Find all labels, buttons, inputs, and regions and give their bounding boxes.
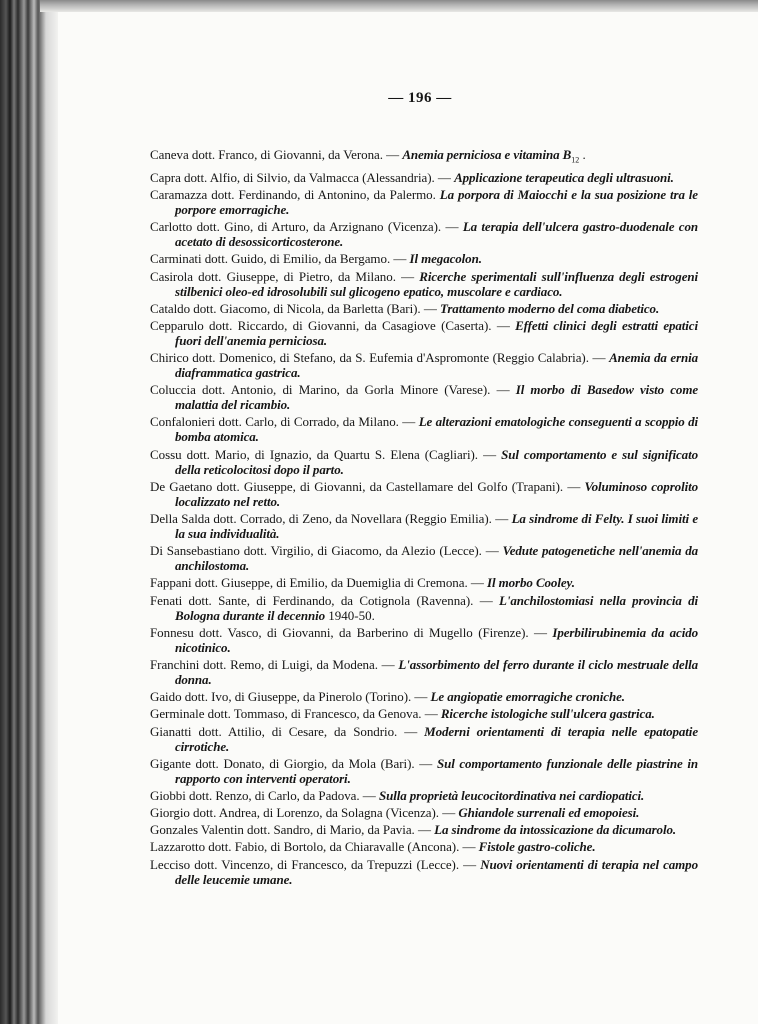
thesis-title: Sul comportamento funzionale delle piastrine in rapporto con interventi operatori.	[175, 755, 699, 786]
author-info: Caneva dott. Franco, di Giovanni, da Verona. —	[150, 147, 403, 162]
list-item	[150, 805, 698, 820]
thesis-title: Anemia da ernia diaframmatica gastrica.	[175, 350, 698, 381]
list-item	[150, 170, 698, 185]
list-item	[150, 301, 698, 316]
title-year-range: 1940-50.	[328, 607, 375, 623]
thesis-title: Nuovi orientamenti di terapia nel campo delle leucemie umane.	[175, 856, 698, 887]
author-info: Franchini dott. Remo, di Luigi, da Modena. —	[150, 656, 399, 672]
list-item	[150, 147, 698, 168]
list-item	[150, 756, 698, 786]
author-info: Coluccia dott. Antonio, di Marino, da Gorla Minore (Varese). —	[150, 382, 516, 398]
list-item	[150, 625, 698, 655]
author-info: Carminati dott. Guido, di Emilio, da Bergamo. —	[150, 251, 410, 267]
list-item	[150, 447, 698, 477]
author-info: Giobbi dott. Renzo, di Carlo, da Padova. —	[150, 787, 379, 803]
list-item	[150, 839, 698, 854]
author-info: Chirico dott. Domenico, di Stefano, da S. Eufemia d'Aspromonte (Reggio Calabria). —	[150, 350, 610, 366]
thesis-title: Fistole gastro-coliche.	[478, 839, 596, 855]
thesis-title: Vedute patogenetiche nell'anemia da anchilostoma.	[175, 543, 698, 574]
author-info: Fenati dott. Sante, di Ferdinando, da Cotignola (Ravenna). —	[150, 592, 499, 608]
author-info: Gigante dott. Donato, di Giorgio, da Mola (Bari). —	[150, 755, 437, 771]
author-info: Capra dott. Alfio, di Silvio, da Valmacca (Alessandria). —	[150, 169, 455, 185]
thesis-title: Il megacolon.	[409, 251, 482, 267]
list-item	[150, 382, 698, 412]
list-item	[150, 689, 698, 704]
thesis-title: La sindrome da intossicazione da dicumarolo.	[434, 822, 677, 838]
thesis-title: Sulla proprietà leucocitordinativa nei cardiopatici.	[378, 787, 645, 803]
thesis-title: L'assorbimento del ferro durante il ciclo mestruale della donna.	[175, 656, 698, 687]
thesis-title: La terapia dell'ulcera gastro-duodenale con acetato di desossicorticosterone.	[175, 219, 698, 250]
author-info: Carlotto dott. Gino, di Arturo, da Arzignano (Vicenza). —	[150, 219, 463, 235]
author-info: Lazzarotto dott. Fabio, di Bortolo, da Chiaravalle (Ancona). —	[150, 839, 479, 855]
thesis-title: Il morbo Cooley.	[487, 575, 575, 591]
author-info: De Gaetano dott. Giuseppe, di Giovanni, da Castellamare del Golfo (Trapani). —	[150, 478, 585, 494]
thesis-title: Ghiandole surrenali ed emopoiesi.	[458, 805, 640, 821]
author-info: Gaido dott. Ivo, di Giuseppe, da Pinerolo (Torino). —	[150, 689, 431, 705]
thesis-title: La porpora di Maiocchi e la sua posizione tra le porpore emorragiche.	[175, 186, 698, 217]
author-info: Cossu dott. Mario, di Ignazio, da Quartu S. Elena (Cagliari). —	[150, 446, 502, 462]
subscript: 12	[571, 155, 580, 165]
trailing-punctuation: .	[579, 147, 586, 162]
list-item	[150, 511, 698, 541]
thesis-title: Anemia perniciosa e vitamina B	[402, 147, 572, 162]
thesis-title: Ricerche sperimentali sull'influenza degli estrogeni stilbenici oleo-ed idrosolubili sul glicogeno epatico, muscolare e cardiaco.	[175, 268, 699, 299]
list-item	[150, 857, 698, 887]
thesis-title: La sindrome di Felty. I suoi limiti e la sua individualità.	[175, 511, 698, 542]
author-info: Lecciso dott. Vincenzo, di Francesco, da Trepuzzi (Lecce). —	[150, 856, 481, 872]
author-info: Di Sansebastiano dott. Virgilio, di Giacomo, da Alezio (Lecce). —	[150, 543, 503, 559]
list-item	[150, 543, 698, 573]
author-info: Della Salda dott. Corrado, di Zeno, da Novellara (Reggio Emilia). —	[150, 511, 512, 527]
thesis-title: Voluminoso coprolito localizzato nel retto.	[175, 478, 698, 509]
list-item	[150, 318, 698, 348]
thesis-title: Il morbo di Basedow visto come malattia del ricambio.	[175, 382, 698, 413]
author-info: Cepparulo dott. Riccardo, di Giovanni, da Casagiove (Caserta). —	[150, 317, 516, 333]
author-info: Confalonieri dott. Carlo, di Corrado, da Milano. —	[150, 414, 419, 430]
author-info: Fonnesu dott. Vasco, di Giovanni, da Barberino di Mugello (Firenze). —	[150, 624, 553, 640]
list-item	[150, 575, 698, 590]
list-item	[150, 788, 698, 803]
thesis-title: Moderni orientamenti di terapia nelle epatopatie cirrotiche.	[175, 723, 698, 754]
thesis-title: Applicazione terapeutica degli ultrasuoni.	[454, 169, 674, 185]
thesis-title: Ricerche istologiche sull'ulcera gastrica.	[440, 706, 655, 722]
author-info: Germinale dott. Tommaso, di Francesco, da Genova. —	[150, 706, 441, 722]
thesis-title: Trattamento moderno del coma diabetico.	[439, 300, 660, 316]
list-item	[150, 724, 698, 754]
list-item	[150, 269, 698, 299]
author-info: Fappani dott. Giuseppe, di Emilio, da Duemiglia di Cremona. —	[150, 575, 488, 591]
author-info: Gianatti dott. Attilio, di Cesare, da Sondrio. —	[150, 723, 425, 739]
thesis-title: Sul comportamento e sul significato della reticolocitosi dopo il parto.	[175, 446, 698, 477]
list-item	[150, 219, 698, 249]
author-info: Cataldo dott. Giacomo, di Nicola, da Barletta (Bari). —	[150, 300, 440, 316]
list-item	[150, 593, 698, 623]
list-item	[150, 251, 698, 266]
list-item	[150, 187, 698, 217]
author-info: Gonzales Valentin dott. Sandro, di Mario, da Pavia. —	[150, 822, 435, 838]
thesis-title: Le alterazioni ematologiche conseguenti a scoppio di bomba atomica.	[175, 414, 699, 445]
list-item	[150, 414, 698, 444]
thesis-title: Effetti clinici degli estratti epatici fuori dell'anemia perniciosa.	[175, 317, 698, 348]
list-item	[150, 706, 698, 721]
list-item	[150, 822, 698, 837]
scan-top-edge	[40, 0, 758, 12]
thesis-title: Le angiopatie emorragiche croniche.	[430, 689, 625, 705]
page-number: — 196 —	[388, 90, 452, 106]
list-item	[150, 350, 698, 380]
thesis-title: Iperbilirubinemia da acido nicotinico.	[175, 624, 699, 655]
list-item	[150, 657, 698, 687]
author-info: Casirola dott. Giuseppe, di Pietro, da Milano. —	[150, 268, 420, 284]
list-item	[150, 479, 698, 509]
author-info: Giorgio dott. Andrea, di Lorenzo, da Solagna (Vicenza). —	[150, 805, 459, 821]
book-binding-edge	[0, 0, 58, 1024]
entry-list	[150, 147, 698, 889]
author-info: Caramazza dott. Ferdinando, di Antonino, da Palermo.	[150, 186, 440, 202]
thesis-title: L'anchilostomiasi nella provincia di Bologna durante il decennio	[175, 592, 698, 623]
